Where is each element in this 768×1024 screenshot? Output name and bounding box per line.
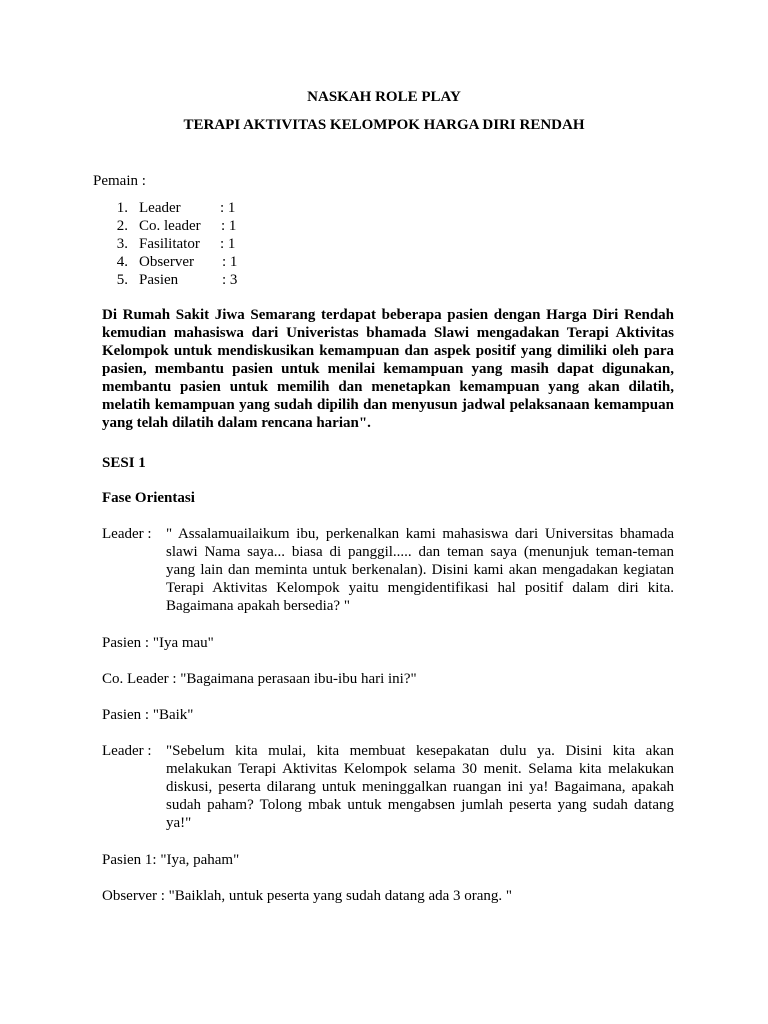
cast-role: Pasien bbox=[139, 272, 179, 288]
cast-number: 3. bbox=[116, 236, 128, 252]
cast-role: Observer bbox=[139, 254, 194, 270]
document-title: NASKAH ROLE PLAY bbox=[307, 89, 461, 105]
document-subtitle: TERAPI AKTIVITAS KELOMPOK HARGA DIRI RENDAH bbox=[183, 117, 585, 133]
dialogue-text: "Sebelum kita mulai, kita membuat kesepakatan dulu ya. Disini kita akan melakukan Terapi Aktivitas Kelompok selama 30 menit. Selama kita melakukan diskusi, peserta dilarang untuk meninggalkan ruangan ini ya! Bagaimana, apakah sudah paham? Tolong mbak untuk mengabsen jumlah peserta yang sudah datang ya!" bbox=[166, 743, 674, 831]
cast-count: : 3 bbox=[222, 272, 238, 288]
dialogue-speaker: Leader : bbox=[102, 743, 152, 759]
cast-count: : 1 bbox=[220, 200, 236, 216]
cast-count: : 1 bbox=[222, 254, 238, 270]
cast-number: 1. bbox=[116, 200, 128, 216]
dialogue-line: Observer : "Baiklah, untuk peserta yang sudah datang ada 3 orang. " bbox=[102, 888, 513, 904]
cast-number: 5. bbox=[116, 272, 128, 288]
dialogue-line: Co. Leader : "Bagaimana perasaan ibu-ibu hari ini?" bbox=[102, 671, 417, 687]
dialogue-line: Pasien : "Iya mau" bbox=[102, 635, 214, 651]
session-heading: SESI 1 bbox=[102, 455, 146, 471]
dialogue-line: Pasien 1: "Iya, paham" bbox=[102, 852, 240, 868]
cast-count: : 1 bbox=[221, 218, 237, 234]
dialogue-line: Pasien : "Baik" bbox=[102, 707, 194, 723]
cast-role: Leader bbox=[139, 200, 181, 216]
intro-paragraph: Di Rumah Sakit Jiwa Semarang terdapat beberapa pasien dengan Harga Diri Rendah kemudian mahasiswa dari Univeristas bhamada Slawi mengadakan Terapi Aktivitas Kelompok untuk mendiskusikan kemampuan dan aspek positif yang dimiliki oleh para pasien, membantu pasien untuk menilai kemampuan yang masih dapat digunakan, membantu pasien untuk memilih dan menetapkan kemampuan yang akan dilatih, melatih kemampuan yang sudah dipilih dan menyusun jadwal pelaksanaan kemampuan yang telah dilatih dalam rencana harian". bbox=[102, 307, 674, 431]
cast-count: : 1 bbox=[220, 236, 236, 252]
cast-label: Pemain : bbox=[93, 173, 146, 189]
cast-role: Fasilitator bbox=[139, 236, 200, 252]
cast-number: 2. bbox=[116, 218, 128, 234]
cast-number: 4. bbox=[116, 254, 128, 270]
dialogue-text: " Assalamuailaikum ibu, perkenalkan kami mahasiswa dari Universitas bhamada slawi Nama saya... biasa di panggil..... dan teman saya (menunjuk teman-teman yang lain dan meminta untuk berkenalan). Disini kami akan mengadakan kegiatan Terapi Aktivitas Kelompok yaitu mengidentifikasi hal positif dalam diri kita. Bagaimana apakah bersedia? " bbox=[166, 526, 674, 614]
dialogue-entry bbox=[102, 742, 674, 832]
dialogue-entry bbox=[102, 525, 674, 615]
dialogue-speaker: Leader : bbox=[102, 526, 152, 542]
cast-role: Co. leader bbox=[139, 218, 201, 234]
phase-heading: Fase Orientasi bbox=[102, 490, 195, 506]
